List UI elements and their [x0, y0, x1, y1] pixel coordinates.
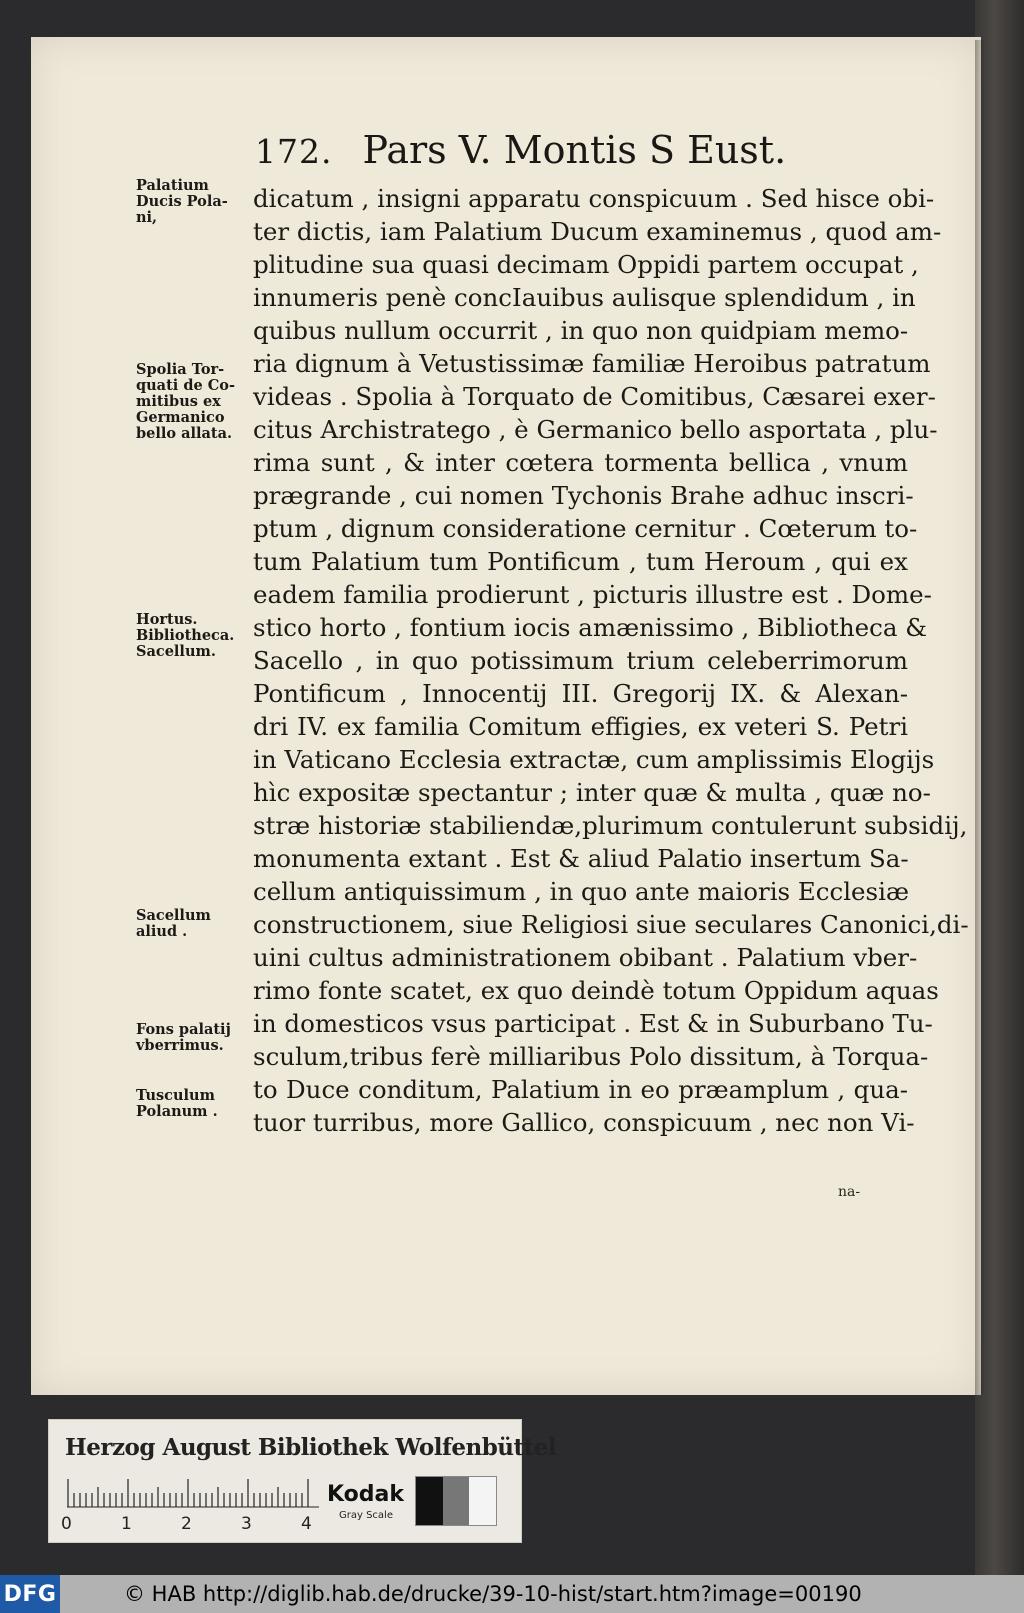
text-line: monumenta extant . Est & aliud Palatio insertum Sa-: [253, 844, 909, 873]
library-name: Herzog August Bibliothek Wolfenbüttel: [65, 1434, 557, 1461]
marginal-note-line: Spolia Tor-: [136, 361, 225, 378]
text-line: hìc expositæ spectantur ; inter quæ & multa , quæ no-: [253, 778, 931, 807]
footer-copyright-link[interactable]: © HAB http://diglib.hab.de/drucke/39-10-hist/start.htm?image=00190: [124, 1582, 862, 1606]
running-head: [255, 128, 855, 178]
text-line: plitudine sua quasi decimam Oppidi partem occupat ,: [253, 250, 919, 279]
gray-step-black: [416, 1477, 443, 1525]
text-line: rima sunt , & inter cœtera tormenta bellica , vnum: [253, 448, 908, 477]
color-target-card: [48, 1419, 557, 1543]
kodak-logo: Kodak: [327, 1482, 404, 1507]
text-line: in Vaticano Ecclesia extractæ, cum amplissimis Elogijs: [253, 745, 935, 774]
text-line: dicatum , insigni apparatu conspicuum . Sed hisce obi-: [253, 184, 935, 213]
catchword: na-: [838, 1184, 861, 1200]
gray-scale-steps: [415, 1476, 497, 1526]
gray-scale-label: Gray Scale: [339, 1510, 393, 1521]
marginal-note-line: Tusculum: [136, 1087, 215, 1104]
text-line: stico horto , fontium iocis amænissimo , Bibliotheca &: [253, 613, 928, 642]
ruler-label: 4: [301, 1514, 312, 1534]
text-line: cellum antiquissimum , in quo ante maioris Ecclesiæ: [253, 877, 909, 906]
marginal-note-sacellum: [136, 908, 246, 940]
marginal-note-palatium: [136, 178, 246, 226]
dfg-logo: DFG: [0, 1575, 60, 1613]
marginal-note-line: Germanico: [136, 409, 225, 426]
text-line: innumeris penè concIauibus aulisque splendidum , in: [253, 283, 916, 312]
ruler-ticks: [67, 1478, 319, 1508]
footer-bar: [0, 1575, 1024, 1613]
ruler-label: 0: [61, 1514, 72, 1534]
marginal-note-line: Fons palatij: [136, 1021, 231, 1038]
marginal-note-tusculum: [136, 1088, 246, 1120]
text-line: prægrande , cui nomen Tychonis Brahe adhuc inscri-: [253, 481, 914, 510]
text-line: dri IV. ex familia Comitum effigies, ex veteri S. Petri: [253, 712, 908, 741]
marginal-note-line: Polanum .: [136, 1103, 218, 1120]
text-line: ria dignum à Vetustissimæ familiæ Heroibus patratum: [253, 349, 931, 378]
ruler-label: 1: [121, 1514, 132, 1534]
text-line: eadem familia prodierunt , picturis illustre est . Dome-: [253, 580, 932, 609]
scale-ruler: [67, 1478, 319, 1508]
ruler-label: 2: [181, 1514, 192, 1534]
marginal-note-line: Sacellum: [136, 907, 211, 924]
text-line: quibus nullum occurrit , in quo non quidpiam memo-: [253, 316, 909, 345]
text-line: tum Palatium tum Pontificum , tum Heroum , qui ex: [253, 547, 908, 576]
marginal-note-line: Ducis Pola-: [136, 193, 228, 210]
marginal-note-spolia: [136, 362, 246, 442]
marginal-note-line: ni,: [136, 209, 158, 226]
marginal-note-line: Bibliotheca.: [136, 627, 235, 644]
page-gutter-shadow: [975, 40, 985, 1395]
text-line: uini cultus administrationem obibant . Palatium vber-: [253, 943, 918, 972]
marginal-note-line: quati de Co-: [136, 377, 235, 394]
text-line: Sacello , in quo potissimum trium celeberrimorum: [253, 646, 908, 675]
page-number: 172.: [255, 132, 333, 171]
marginal-note-fons: [136, 1022, 246, 1054]
text-line: citus Archistratego , è Germanico bello asportata , plu-: [253, 415, 938, 444]
ruler-label: 3: [241, 1514, 252, 1534]
body-text: [253, 182, 969, 1139]
text-line: stræ historiæ stabiliendæ,plurimum contulerunt subsidij,: [253, 811, 968, 840]
text-line: videas . Spolia à Torquato de Comitibus, Cæsarei exer-: [253, 382, 936, 411]
marginal-note-line: vberrimus.: [136, 1037, 224, 1054]
text-line: in domesticos vsus participat . Est & in Suburbano Tu-: [253, 1009, 933, 1038]
text-line: Pontificum , Innocentij III. Gregorij IX. & Alexan-: [253, 679, 908, 708]
marginal-note-hortus: [136, 612, 246, 660]
text-line: tuor turribus, more Gallico, conspicuum , nec non Vi-: [253, 1108, 915, 1137]
gray-step-mid: [443, 1477, 470, 1525]
running-head-title: Pars V. Montis S Eust.: [362, 128, 787, 172]
gray-step-white: [469, 1477, 496, 1525]
marginal-note-line: mitibus ex: [136, 393, 221, 410]
marginal-note-line: Palatium: [136, 177, 209, 194]
text-line: rimo fonte scatet, ex quo deindè totum Oppidum aquas: [253, 976, 939, 1005]
text-line: ptum , dignum consideratione cernitur . Cœterum to-: [253, 514, 918, 543]
marginal-note-line: aliud .: [136, 923, 188, 940]
marginal-note-line: Hortus.: [136, 611, 198, 628]
marginal-note-line: Sacellum.: [136, 643, 216, 660]
marginal-note-line: bello allata.: [136, 425, 233, 442]
text-line: to Duce conditum, Palatium in eo præamplum , qua-: [253, 1075, 908, 1104]
text-line: constructionem, siue Religiosi siue seculares Canonici,di-: [253, 910, 969, 939]
text-line: ter dictis, iam Palatium Ducum examinemus , quod am-: [253, 217, 942, 246]
text-line: sculum,tribus ferè milliaribus Polo dissitum, à Torqua-: [253, 1042, 929, 1071]
